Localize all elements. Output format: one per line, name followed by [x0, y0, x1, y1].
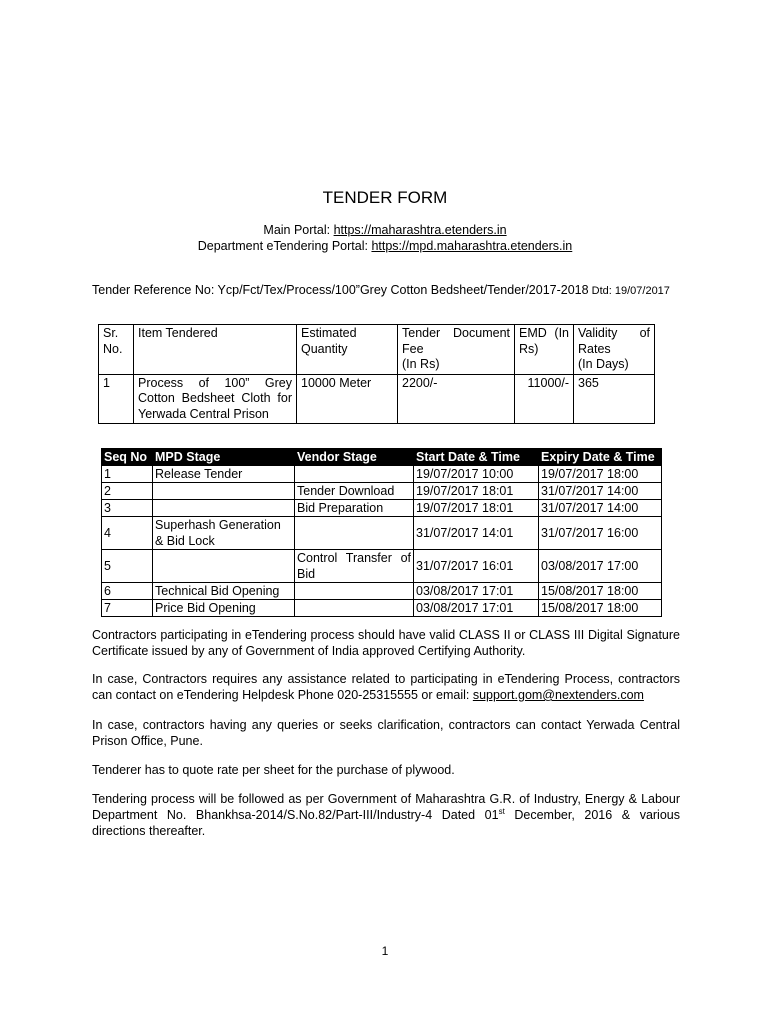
row-validity: 365: [574, 374, 655, 424]
dept-portal-label: Department eTendering Portal:: [197, 239, 372, 253]
gr-superscript: st: [498, 806, 505, 816]
dept-portal-line: [0, 239, 770, 253]
schedule-row: [102, 550, 662, 583]
schedule-row: [102, 583, 662, 600]
header-item-text: Item Tendered: [138, 326, 218, 340]
schedule-vendor: Control Transfer of Bid: [295, 550, 414, 583]
header-estimated-quantity: [297, 325, 398, 375]
schedule-start: 31/07/2017 14:01: [414, 517, 539, 550]
schedule-seq: 1: [102, 466, 153, 483]
row-fee: 2200/-: [398, 374, 515, 424]
signature-paragraph: Contractors participating in eTendering process should have valid CLASS II or CLASS III Digital Signature Certificate issued by any of Government of India approved Certifying Authority.: [92, 628, 680, 658]
schedule-vendor: [295, 517, 414, 550]
header-fee-text: Tender Document Fee: [402, 326, 510, 356]
schedule-mpd: [153, 483, 295, 500]
schedule-row: [102, 500, 662, 517]
row-quantity: 10000 Meter: [297, 374, 398, 424]
schedule-mpd: [153, 500, 295, 517]
row-emd: 11000/-: [515, 374, 574, 424]
schedule-vendor: [295, 600, 414, 617]
schedule-mpd: Technical Bid Opening: [153, 583, 295, 600]
schedule-start: 03/08/2017 17:01: [414, 600, 539, 617]
tender-reference-date: Dtd: 19/07/2017: [588, 285, 670, 297]
schedule-vendor: [295, 466, 414, 483]
row-item: Process of 100” Grey Cotton Bedsheet Cloth for Yerwada Central Prison: [134, 374, 297, 424]
schedule-vendor: [295, 583, 414, 600]
schedule-expiry: 15/08/2017 18:00: [539, 583, 662, 600]
header-validity: [574, 325, 655, 375]
tender-table: [98, 324, 655, 424]
header-emd: [515, 325, 574, 375]
page-title: TENDER FORM: [322, 188, 448, 207]
schedule-expiry: 31/07/2017 14:00: [539, 483, 662, 500]
schedule-expiry: 15/08/2017 18:00: [539, 600, 662, 617]
header-validity-unit: (In Days): [578, 357, 629, 371]
schedule-vendor: Bid Preparation: [295, 500, 414, 517]
schedule-mpd: Price Bid Opening: [153, 600, 295, 617]
header-sr-no-text: Sr. No.: [103, 326, 123, 356]
queries-paragraph: In case, contractors having any queries or seeks clarification, contractors can contact Yerwada Central Prison Office, Pune.: [92, 718, 680, 748]
schedule-row: [102, 483, 662, 500]
helpdesk-email-link[interactable]: support.gom@nextenders.com: [472, 688, 644, 702]
schedule-header-seq: Seq No: [102, 449, 153, 466]
tender-reference: [92, 283, 670, 297]
schedule-seq: 3: [102, 500, 153, 517]
schedule-vendor: Tender Download: [295, 483, 414, 500]
schedule-mpd: [153, 550, 295, 583]
schedule-expiry: 03/08/2017 17:00: [539, 550, 662, 583]
schedule-table: [101, 448, 662, 617]
schedule-start: 19/07/2017 18:01: [414, 483, 539, 500]
row-sr-no: 1: [99, 374, 134, 424]
main-portal-line: [0, 223, 770, 237]
dept-portal-link[interactable]: https://mpd.maharashtra.etenders.in: [371, 239, 573, 253]
schedule-start: 19/07/2017 10:00: [414, 466, 539, 483]
header-fee-unit: (In Rs): [402, 357, 440, 371]
schedule-row: [102, 466, 662, 483]
main-portal-label: Main Portal:: [263, 223, 334, 237]
header-tender-fee: [398, 325, 515, 375]
helpdesk-paragraph: [92, 671, 680, 703]
schedule-mpd: Superhash Generation & Bid Lock: [153, 517, 295, 550]
schedule-seq: 4: [102, 517, 153, 550]
schedule-seq: 2: [102, 483, 153, 500]
header-sr-no: [99, 325, 134, 375]
page-number: 1: [381, 944, 389, 958]
schedule-header-start: Start Date & Time: [414, 449, 539, 466]
gr-text: Tendering process will be followed as per Government of Maharashtra G.R. of Industry, Energy & Labour Department No. Bhankhsa-2014/S.No.82/Part-III/Industry-4 Dated 01: [92, 792, 680, 822]
tender-reference-number: Tender Reference No: Ycp/Fct/Tex/Process/100”Grey Cotton Bedsheet/Tender/2017-2018: [92, 283, 589, 297]
header-emd-text: EMD (In Rs): [519, 326, 569, 356]
schedule-start: 19/07/2017 18:01: [414, 500, 539, 517]
schedule-start: 03/08/2017 17:01: [414, 583, 539, 600]
schedule-header-expiry: Expiry Date & Time: [539, 449, 662, 466]
schedule-row: [102, 517, 662, 550]
header-validity-text: Validity of Rates: [578, 326, 650, 356]
tender-table-row: [99, 374, 655, 424]
gr-text-end: December, 2016 & various directions thereafter.: [92, 808, 680, 838]
header-qty-text: Estimated Quantity: [301, 326, 357, 356]
schedule-mpd: Release Tender: [153, 466, 295, 483]
schedule-header: [102, 449, 662, 466]
schedule-header-vendor: Vendor Stage: [295, 449, 414, 466]
header-item-tendered: [134, 325, 297, 375]
schedule-seq: 6: [102, 583, 153, 600]
helpdesk-text: In case, Contractors requires any assistance related to participating in eTendering Process, contractors can contact on eTendering Helpdesk Phone 020-25315555 or email:: [92, 672, 680, 702]
schedule-expiry: 19/07/2017 18:00: [539, 466, 662, 483]
schedule-expiry: 31/07/2017 14:00: [539, 500, 662, 517]
schedule-expiry: 31/07/2017 16:00: [539, 517, 662, 550]
main-portal-link[interactable]: https://maharashtra.etenders.in: [333, 223, 507, 237]
tender-table-header: [99, 325, 655, 375]
schedule-seq: 7: [102, 600, 153, 617]
schedule-start: 31/07/2017 16:01: [414, 550, 539, 583]
schedule-seq: 5: [102, 550, 153, 583]
gr-paragraph: [92, 791, 680, 839]
quote-paragraph: Tenderer has to quote rate per sheet for the purchase of plywood.: [92, 763, 455, 777]
schedule-header-mpd: MPD Stage: [153, 449, 295, 466]
schedule-row: [102, 600, 662, 617]
